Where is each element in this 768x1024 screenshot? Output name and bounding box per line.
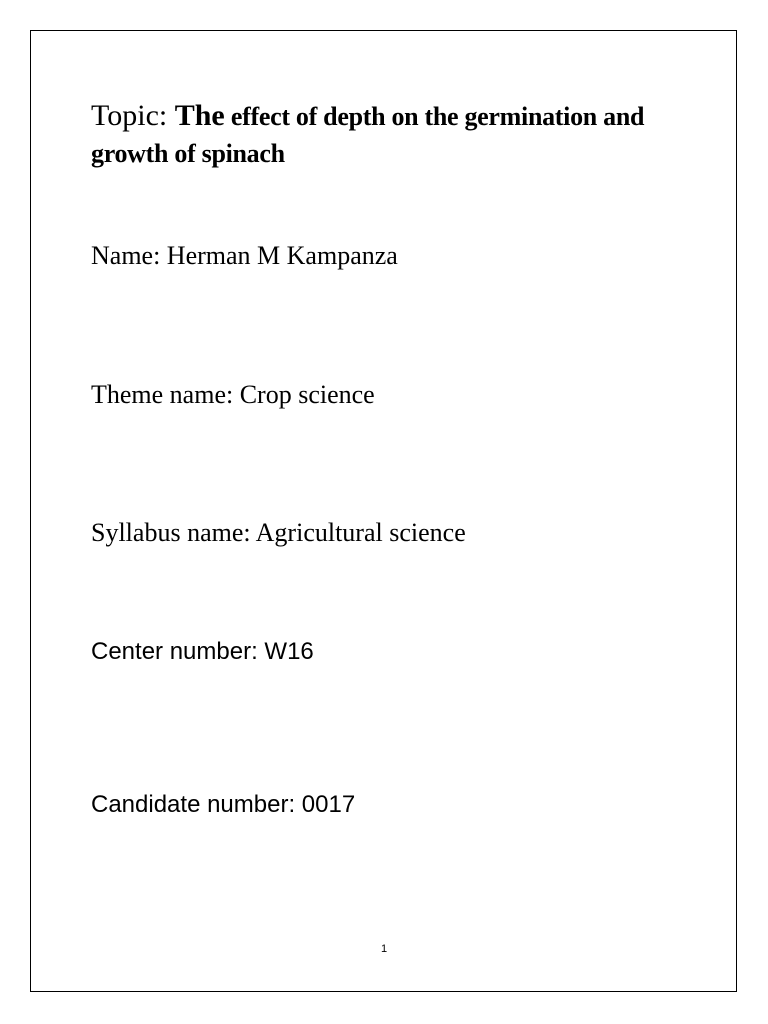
topic-title-first: The [174, 99, 225, 132]
name-line: Name: Herman M Kampanza [91, 241, 398, 270]
page-border [30, 30, 737, 992]
theme-name-line: Theme name: Crop science [91, 380, 375, 409]
syllabus-name-line: Syllabus name: Agricultural science [91, 518, 466, 547]
page-number: 1 [380, 943, 388, 955]
candidate-number-line: Candidate number: 0017 [91, 791, 356, 818]
topic-heading [91, 98, 651, 172]
center-number-line: Center number: W16 [91, 638, 314, 665]
topic-title-rest: effect of depth on the germination and growth of spinach [91, 102, 645, 168]
topic-label: Topic: [91, 99, 175, 132]
